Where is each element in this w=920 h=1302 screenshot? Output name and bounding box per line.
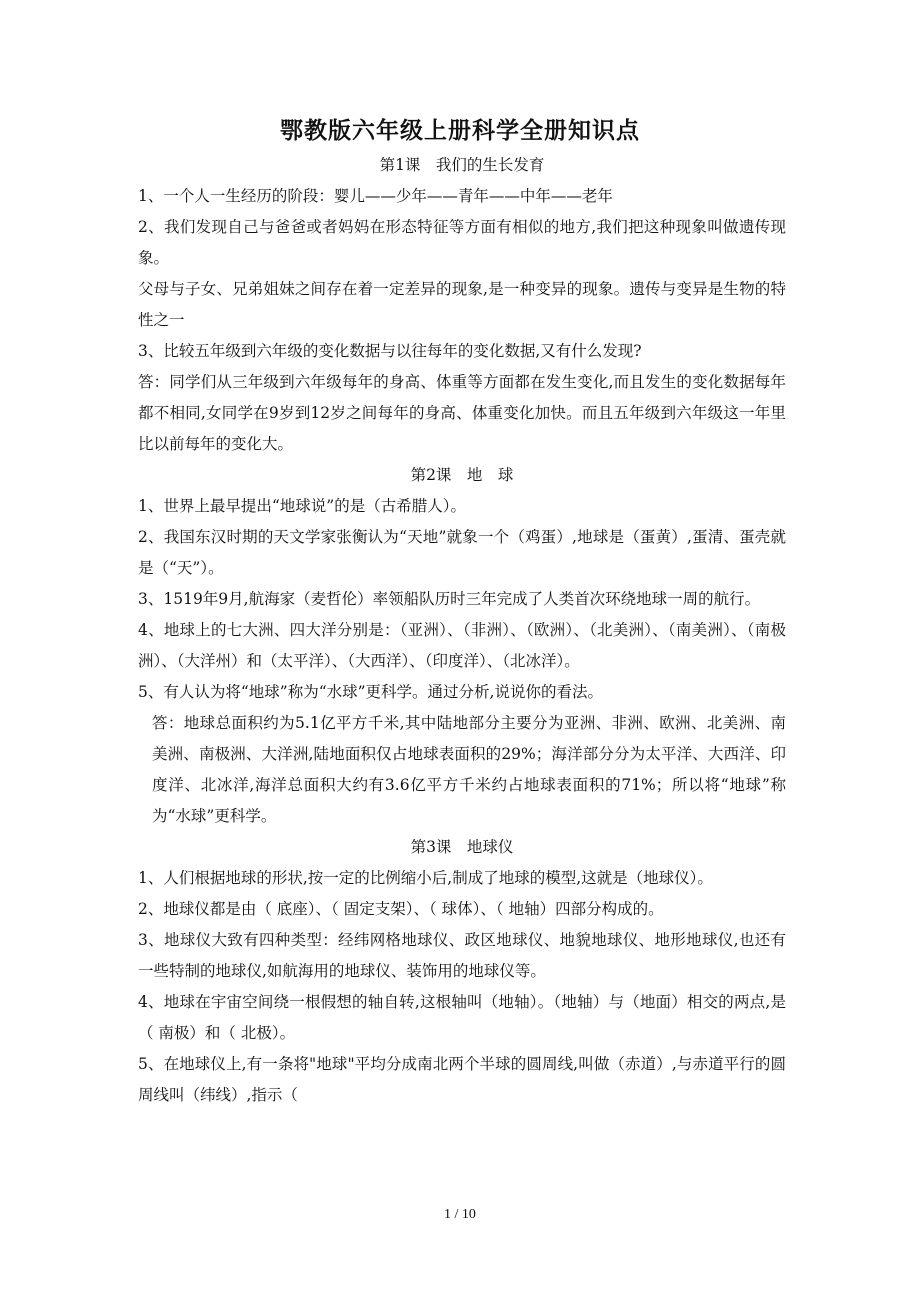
- lesson-title: 第2课 地 球: [410, 466, 514, 484]
- answer-paragraph: 答：同学们从三年级到六年级每年的身高、体重等方面都在发生变化,而且发生的变化数据每年都不相同,女同学在9岁到12岁之间每年的身高、体重变化加快。而且五年级到六年级这一年里比以前每年的变化大。: [138, 373, 786, 453]
- paragraph: 2、我们发现自己与爸爸或者妈妈在形态特征等方面有相似的地方,我们把这种现象叫做遗传现象。: [138, 218, 786, 267]
- paragraph: 1、世界上最早提出“地球说”的是（古希腊人）。: [138, 497, 466, 515]
- paragraph: 4、地球在宇宙空间绕一根假想的轴自转,这根轴叫（地轴）。（地轴）与（地面）相交的两点,是（ 南极）和（ 北极）。: [138, 993, 786, 1042]
- paragraph: 2、我国东汉时期的天文学家张衡认为“天地”就象一个（鸡蛋）,地球是（蛋黄）,蛋清、蛋壳就是（“天”）。: [138, 528, 786, 577]
- paragraph: 父母与子女、兄弟姐妹之间存在着一定差异的现象,是一种变异的现象。遗传与变异是生物的特性之一: [138, 280, 786, 329]
- paragraph: 4、地球上的七大洲、四大洋分别是：（亚洲）、（非洲）、（欧洲）、（北美洲）、（南美洲）、（南极洲）、（大洋州）和（太平洋）、（大西洋）、（印度洋）、（北冰洋）。: [138, 621, 786, 670]
- lesson-title: 第3课 地球仪: [410, 838, 514, 856]
- paragraph: 1、一个人一生经历的阶段：婴儿——少年——青年——中年——老年: [138, 187, 613, 205]
- paragraph: 1、人们根据地球的形状,按一定的比例缩小后,制成了地球的模型,这就是（地球仪）。: [138, 869, 713, 887]
- paragraph: 5、有人认为将“地球”称为“水球”更科学。通过分析,说说你的看法。: [138, 683, 603, 701]
- paragraph: 3、比较五年级到六年级的变化数据与以往每年的变化数据,又有什么发现?: [138, 342, 642, 360]
- answer-paragraph: 答：地球总面积约为5.1亿平方千米,其中陆地部分主要分为亚洲、非洲、欧洲、北美洲、南美洲、南极洲、大洋洲,陆地面积仅占地球表面积的29%；海洋部分分为太平洋、大西洋、印度洋、北冰洋,海洋总面积大约有3.6亿平方千米约占地球表面积的71%；所以将“地球”称为“水球”更科学。: [152, 714, 786, 825]
- document-title: 鄂教版六年级上册科学全册知识点: [280, 118, 640, 144]
- page-number: 1 / 10: [444, 1207, 476, 1222]
- paragraph: 3、地球仪大致有四种类型：经纬网格地球仪、政区地球仪、地貌地球仪、地形地球仪,也还有一些特制的地球仪,如航海用的地球仪、装饰用的地球仪等。: [138, 931, 786, 980]
- document-body: [138, 150, 786, 1111]
- paragraph: 2、地球仪都是由（ 底座）、（ 固定支架）、（ 球体）、（ 地轴）四部分构成的。: [138, 900, 664, 918]
- lesson-2: [138, 460, 786, 832]
- paragraph: 3、1519年9月,航海家（麦哲伦）率领船队历时三年完成了人类首次环绕地球一周的航行。: [138, 590, 761, 608]
- lesson-title: 第1课 我们的生长发育: [379, 156, 545, 174]
- lesson-1: [138, 150, 786, 460]
- paragraph: 5、在地球仪上,有一条将"地球"平均分成南北两个半球的圆周线,叫做（赤道）,与赤道平行的圆周线叫（纬线）,指示（: [138, 1055, 786, 1104]
- lesson-3: [138, 832, 786, 1111]
